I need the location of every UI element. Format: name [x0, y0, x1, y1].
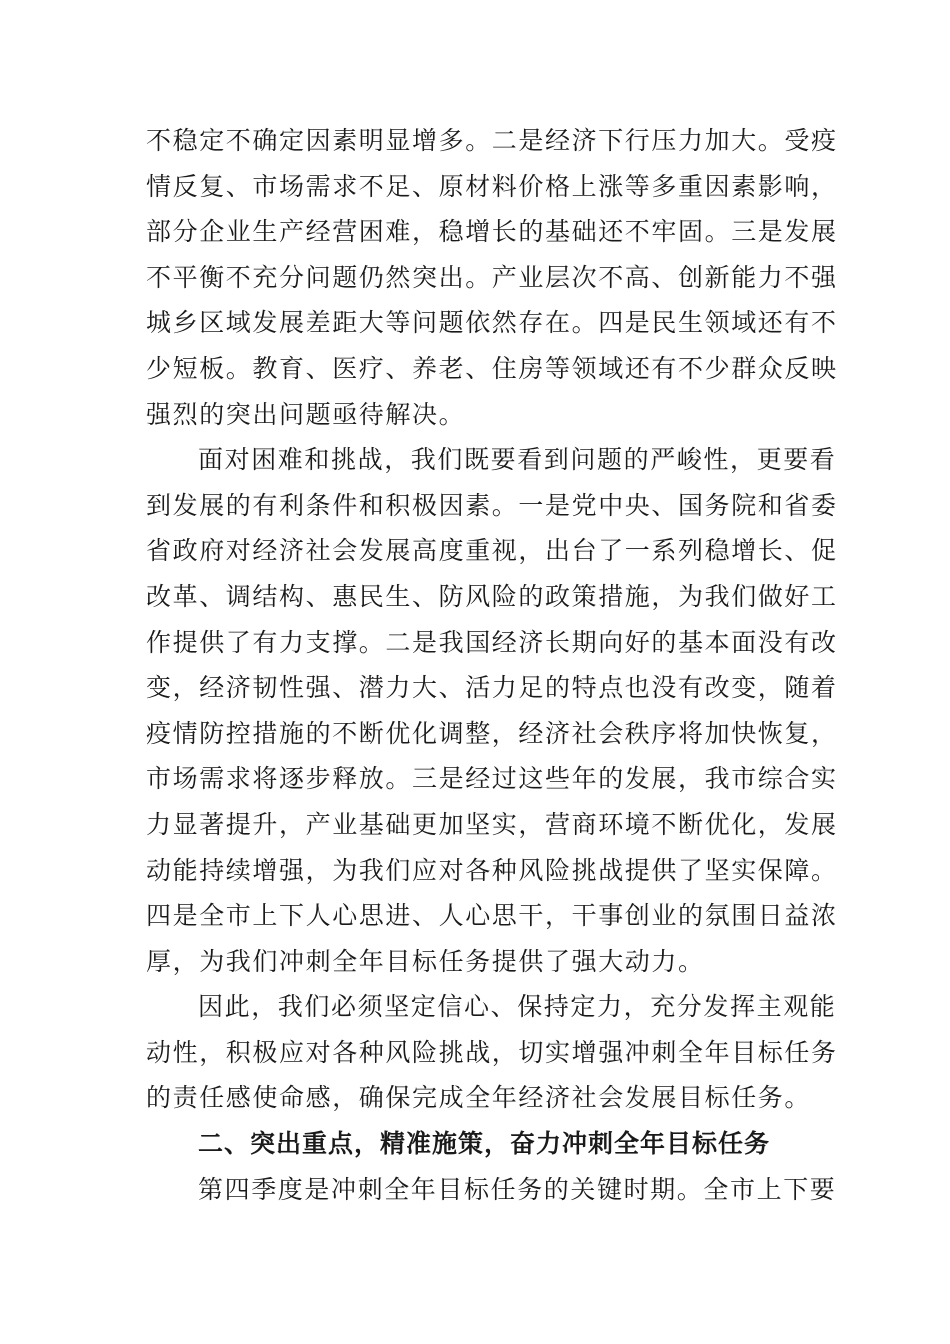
text-line: 少短板。教育、医疗、养老、住房等领域还有不少群众反映: [146, 353, 838, 383]
text-line: 面对困难和挑战，我们既要看到问题的严峻性，更要看: [198, 445, 837, 475]
document-body: [146, 118, 838, 1212]
text-line: 动能持续增强，为我们应对各种风险挑战提供了坚实保障。: [146, 855, 838, 885]
text-line: 城乡区域发展差距大等问题依然存在。四是民生领域还有不: [146, 308, 838, 338]
paragraph-fourth-quarter: [146, 1167, 837, 1213]
text-line: 不稳定不确定因素明显增多。二是经济下行压力加大。受疫: [146, 126, 838, 155]
section-heading: [146, 1121, 806, 1167]
text-line: 疫情防控措施的不断优化调整，经济社会秩序将加快恢复，: [146, 718, 838, 748]
paragraph-favorable-factors: [146, 437, 838, 984]
text-line: 的责任感使命感，确保完成全年经济社会发展目标任务。: [146, 1083, 812, 1113]
text-line: 第四季度是冲刺全年目标任务的关键时期。全市上下要: [198, 1174, 837, 1204]
text-line: 省政府对经济社会发展高度重视，出台了一系列稳增长、促: [146, 536, 838, 566]
text-line: 强烈的突出问题亟待解决。: [146, 399, 466, 429]
text-line: 情反复、市场需求不足、原材料价格上涨等多重因素影响，: [146, 171, 838, 201]
text-line: 力显著提升，产业基础更加坚实，营商环境不断优化，发展: [146, 809, 838, 839]
paragraph-conclusion: [146, 984, 838, 1121]
text-line: 作提供了有力支撑。二是我国经济长期向好的基本面没有改: [146, 627, 838, 657]
text-line: 改革、调结构、惠民生、防风险的政策措施，为我们做好工: [146, 581, 838, 611]
text-line: 部分企业生产经营困难，稳增长的基础还不牢固。三是发展: [146, 217, 838, 247]
text-line: 变，经济韧性强、潜力大、活力足的特点也没有改变，随着: [146, 673, 838, 703]
heading-text: 二、突出重点，精准施策，奋力冲刺全年目标任务: [198, 1129, 771, 1159]
text-line: 市场需求将逐步释放。三是经过这些年的发展，我市综合实: [146, 764, 838, 794]
text-line: 到发展的有利条件和积极因素。一是党中央、国务院和省委: [146, 490, 838, 520]
text-line: 因此，我们必须坚定信心、保持定力，充分发挥主观能: [198, 992, 837, 1022]
text-line: 四是全市上下人心思进、人心思干，干事创业的氛围日益浓: [146, 901, 838, 931]
text-line: 厚，为我们冲刺全年目标任务提供了强大动力。: [146, 946, 705, 976]
text-line: 动性，积极应对各种风险挑战，切实增强冲刺全年目标任务: [146, 1037, 838, 1067]
paragraph-challenges: [146, 118, 838, 437]
text-line: 不平衡不充分问题仍然突出。产业层次不高、创新能力不强: [146, 262, 838, 292]
